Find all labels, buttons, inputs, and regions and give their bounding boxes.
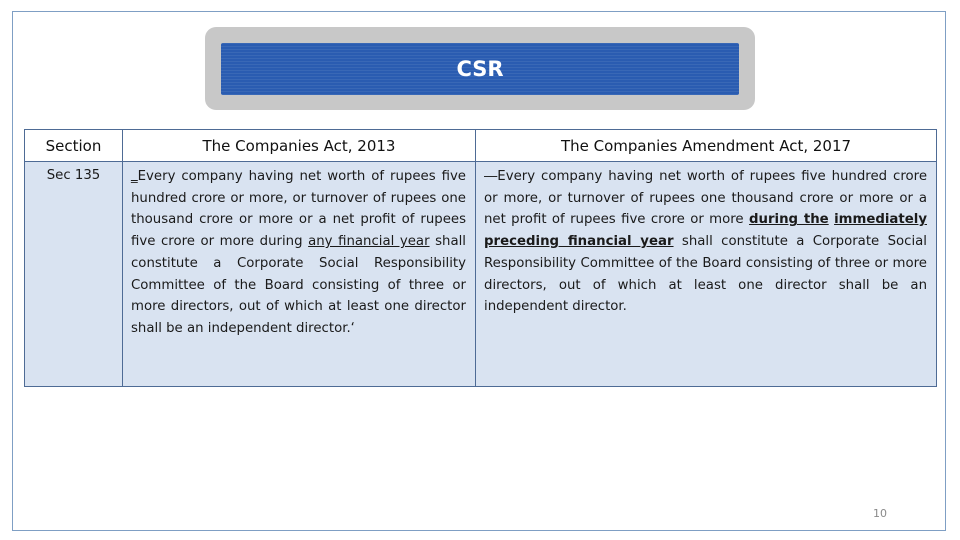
cell-amendment-2017	[476, 162, 937, 387]
act-2013-text-part2: shall constitute a Corporate Social Responsibility Committee of the Board consisting of three or more directors, out of which at least one director shall be an independent director.‘	[131, 234, 466, 336]
page-number: 10	[873, 507, 887, 520]
cell-section: Sec 135	[25, 162, 123, 387]
header-amendment-2017: The Companies Amendment Act, 2017	[476, 130, 937, 162]
act-2013-underlined-phrase: any financial year	[308, 234, 430, 250]
act-2013-text-part1: ‗Every company having net worth of rupees five hundred crore or more, or turnover of rupees one thousand crore or more or a net profit of rupees five crore or more during	[131, 169, 466, 250]
table-row	[25, 162, 937, 387]
title-banner	[205, 27, 755, 110]
comparison-table	[24, 129, 937, 387]
table-header-row	[25, 130, 937, 162]
amendment-bold-underlined-phrase: during the	[748, 212, 829, 228]
amendment-text-part2: shall constitute a Corporate Social Responsibility Committee of the Board consisting of three or more directors, out of which at least one director shall be an independent director.	[484, 234, 928, 315]
amendment-text-part1: ―Every company having net worth of rupees five hundred crore or more, or turnover of rupees one thousand crore or more or a net profit of rupees five crore or more	[484, 169, 927, 228]
slide-title: CSR	[221, 43, 739, 95]
cell-act-2013	[123, 162, 476, 387]
amendment-underlined-phrase: immediately preceding financial year	[484, 212, 927, 250]
header-act-2013: The Companies Act, 2013	[123, 130, 476, 162]
header-section: Section	[25, 130, 123, 162]
